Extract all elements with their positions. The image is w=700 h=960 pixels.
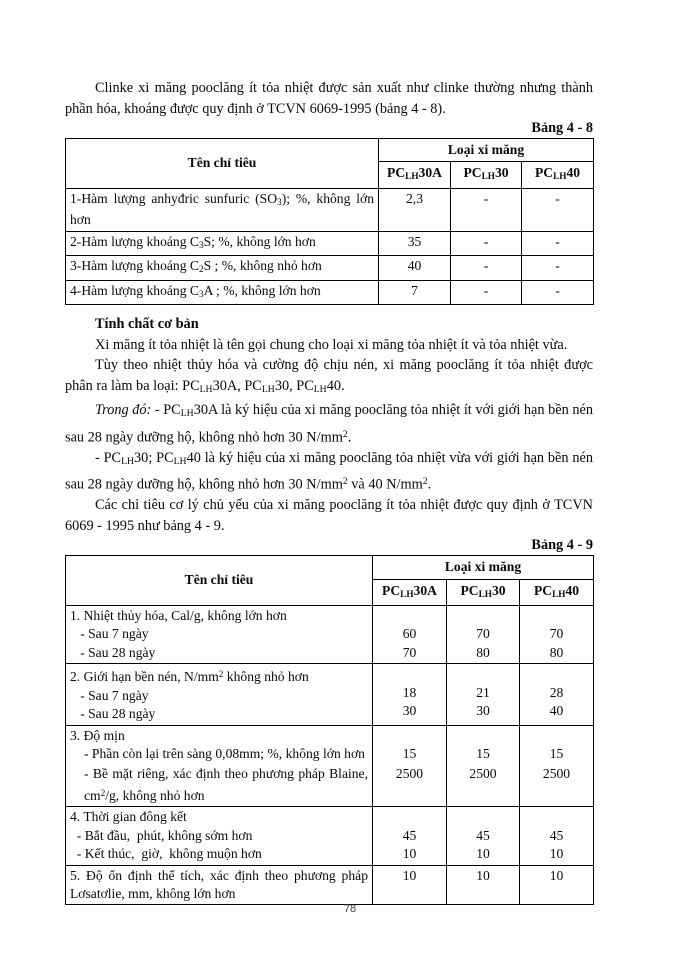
subscript-lh-1: LH [199, 383, 213, 395]
para-basic-2-part-b: 30A, PC [212, 377, 262, 394]
table-4-9-row-0-col3: 70 80 [447, 605, 520, 663]
table-4-8-row-3-value-2: - [522, 280, 594, 304]
table-4-9-row-0-col4: 70 80 [520, 605, 594, 663]
table-4-9-row-3-label: 4. Thời gian đông kết - Bắt đầu, phút, không sớm hơn - Kết thúc, giờ, không muộn hơn [66, 807, 373, 865]
dash-part-c: 40 là ký hiệu của xi măng pooclăng tỏa nhiệt vừa với giới hạn bền nén sau 28 ngày dưỡng hộ, không nhỏ hơn 30 N/mm [65, 449, 593, 493]
table-4-8-row-0-label: 1-Hàm lượng anhyđric sunfuric $(SO_3)$; %, không lớn hơn [66, 188, 379, 231]
table-4-8-header-row-1 [66, 139, 594, 162]
table-4-9-row-1-col2: 18 30 [373, 664, 447, 725]
table-4-9-row-3-col3: 45 10 [447, 807, 520, 865]
table-4-9-row-2-sub-0-value-0: 15 [373, 744, 447, 764]
table-4-9-row-2-sub-1-value-2: 2500 [520, 764, 594, 806]
table-4-8-row-2-value-1: - [451, 256, 522, 280]
subscript-lh-2: LH [261, 383, 275, 395]
table-4-9-row-2-spacer-col2 [373, 725, 447, 745]
table-4-8-row-1-value-2: - [522, 231, 594, 255]
table-4-9-row-0-label: 1. Nhiệt thủy hóa, Cal/g, không lớn hơn - Sau 7 ngày - Sau 28 ngày [66, 605, 373, 663]
table-4-9-row-2-spacer-col3 [447, 725, 520, 745]
trong-do-rest-1: - PC [151, 402, 181, 419]
table-row [66, 807, 594, 865]
table-4-9-row-2-sub-1-text: - Bề mặt riêng, xác định theo phương pháp Blaine, $cm^2/g$, không nhỏ hơn [84, 766, 368, 803]
table-4-8-row-3-label: 4-Hàm lượng khoáng $C_3A$ ; %, không lớn hơn [66, 280, 379, 304]
dash-part-d: và 40 N/mm [347, 476, 423, 493]
para-basic-2-part-c: 30, PC [274, 377, 314, 394]
table-4-9-subheader-2: $PC_{LH}40$ [520, 579, 594, 605]
page-content [65, 78, 593, 905]
table-row [66, 188, 594, 231]
table-row [66, 256, 594, 280]
table-4-8-subheader-1: $PC_{LH}30$ [451, 162, 522, 188]
table-4-9-row-2-sub-1-value-1: 2500 [447, 764, 520, 806]
superscript-2-2: 2 [342, 476, 348, 488]
table-row [66, 280, 594, 304]
table-4-9-row-2-sub-0-text: - Phần còn lại trên sàng 0,08mm; %, không lớn hơn [84, 745, 365, 761]
table-4-9-row-1-label: 2. Giới hạn bền nén, $N/mm^2$ không nhỏ hơn - Sau 7 ngày - Sau 28 ngày [66, 664, 373, 725]
paragraph-basic-2 [65, 355, 593, 400]
table-4-8-row-2-label: 3-Hàm lượng khoáng $C_2S$ ; %, không nhỏ hơn [66, 256, 379, 280]
paragraph-trong-do [65, 400, 593, 448]
table-4-8-row-3-value-0: 7 [379, 280, 451, 304]
table-4-9-header-group: Loại xi măng [373, 556, 594, 579]
table-4-9-row-1-col4: 28 40 [520, 664, 594, 725]
table-row [66, 865, 594, 905]
table-4-9-row-2-sub-1-value-0: 2500 [373, 764, 447, 806]
table-4-8-row-0-value-1: - [451, 188, 522, 231]
table-4-8 [65, 138, 594, 305]
table-4-9-header-row-1 [66, 556, 594, 579]
table-4-9-subheader-0: $PC_{LH}30A$ [373, 579, 447, 605]
dash-part-b: 30; PC [134, 449, 174, 466]
subscript-lh-4: LH [180, 408, 194, 420]
table-row [66, 231, 594, 255]
paragraph-dash [65, 448, 593, 496]
table-row [66, 725, 594, 745]
table-4-8-row-1-value-1: - [451, 231, 522, 255]
table-4-9-subheader-1: $PC_{LH}30$ [447, 579, 520, 605]
table-4-8-subheader-0: $PC_{LH}30A$ [379, 162, 451, 188]
para-basic-2-part-d: 40. [326, 377, 345, 394]
table-4-8-header-group: Loại xi măng [379, 139, 594, 162]
superscript-2-3: 2 [422, 476, 428, 488]
table-4-9-row-2-label: 3. Độ mịn [66, 725, 373, 745]
table-4-8-row-1-value-0: 35 [379, 231, 451, 255]
dash-part-a: - PC [95, 449, 122, 466]
table-4-9-row-2-spacer-col4 [520, 725, 594, 745]
table-4-9-row-3-col2: 45 10 [373, 807, 447, 865]
table-4-9-row-4-col2: 10 [373, 865, 447, 905]
table-4-8-caption: Bảng 4 - 8 [531, 120, 593, 136]
table-4-9-row-2-sub-0-value-2: 15 [520, 744, 594, 764]
table-4-9-row-2-sub-0-value-1: 15 [447, 744, 520, 764]
subscript-lh-5: LH [121, 455, 135, 467]
table-4-9-caption: Bảng 4 - 9 [531, 537, 593, 554]
trong-do-italic: Trong đó: [95, 402, 152, 419]
table-4-9-header-criteria: Tên chỉ tiêu [66, 556, 373, 606]
table-4-8-row-1-label: 2-Hàm lượng khoáng $C_3S$; %, không lớn hơn [66, 231, 379, 255]
intro-paragraph: Clinke xi măng pooclăng ít tỏa nhiệt được sản xuất như clinke thường nhưng thành phần hóa, khoáng được quy định ở TCVN 6069-1995 (bảng 4 - 8). [65, 80, 593, 117]
table-4-9-continued [65, 744, 594, 905]
superscript-2-1: 2 [342, 428, 348, 440]
table-4-9-row-2-sub-1-label [66, 764, 373, 806]
trong-do-end: . [347, 429, 352, 446]
table-4-8-row-0-value-0: 2,3 [379, 188, 451, 231]
table-4-9-row-0-col2: 60 70 [373, 605, 447, 663]
table-4-8-row-3-value-1: - [451, 280, 522, 304]
subscript-lh-6: LH [173, 455, 187, 467]
table-row [66, 764, 594, 806]
table-4-8-subheader-2: $PC_{LH}40$ [522, 162, 594, 188]
table-row [66, 744, 594, 764]
dash-end: . [427, 476, 432, 493]
table-4-9-row-1-col3: 21 30 [447, 664, 520, 725]
table-4-9-row-3-col4: 45 10 [520, 807, 594, 865]
table-4-9-row-4-col3: 10 [447, 865, 520, 905]
table-4-8-row-0-value-2: - [522, 188, 594, 231]
table-row [66, 605, 594, 663]
paragraph-cac-chi-tieu: Các chỉ tiêu cơ lý chủ yếu của xi măng pooclăng ít tỏa nhiệt được quy định ở TCVN 6069 - 1995 như bảng 4 - 9. [65, 497, 593, 534]
para-basic-2-part-a: Tùy theo nhiệt thủy hóa và cường độ chịu nén, xi măng pooclăng ít tỏa nhiệt được phân ra làm ba loại: PC [65, 357, 593, 394]
paragraph-basic-1: Xi măng ít tỏa nhiệt là tên gọi chung cho loại xi măng tỏa nhiệt ít và tỏa nhiệt vừa. [95, 336, 568, 353]
trong-do-rest-2: 30A là ký hiệu của xi măng pooclăng tỏa nhiệt ít với giới hạn bền nén sau 28 ngày dưỡng hộ, không nhỏ hơn 30 N/mm [65, 402, 593, 446]
page-number: 78 [343, 903, 357, 915]
table-4-9-row-2-sub-0-label [66, 744, 373, 764]
section-heading: Tính chất cơ bản [95, 316, 199, 332]
table-row [66, 664, 594, 725]
table-4-8-row-2-value-2: - [522, 256, 594, 280]
table-4-9 [65, 555, 594, 745]
table-4-9-row-4-label: 5. Độ ổn định thể tích, xác định theo phương pháp Lơsatơlie, mm, không lớn hơn [66, 865, 373, 905]
table-4-8-header-criteria: Tên chỉ tiêu [66, 139, 379, 189]
subscript-lh-3: LH [313, 383, 327, 395]
table-4-9-row-4-col4: 10 [520, 865, 594, 905]
table-4-8-row-2-value-0: 40 [379, 256, 451, 280]
